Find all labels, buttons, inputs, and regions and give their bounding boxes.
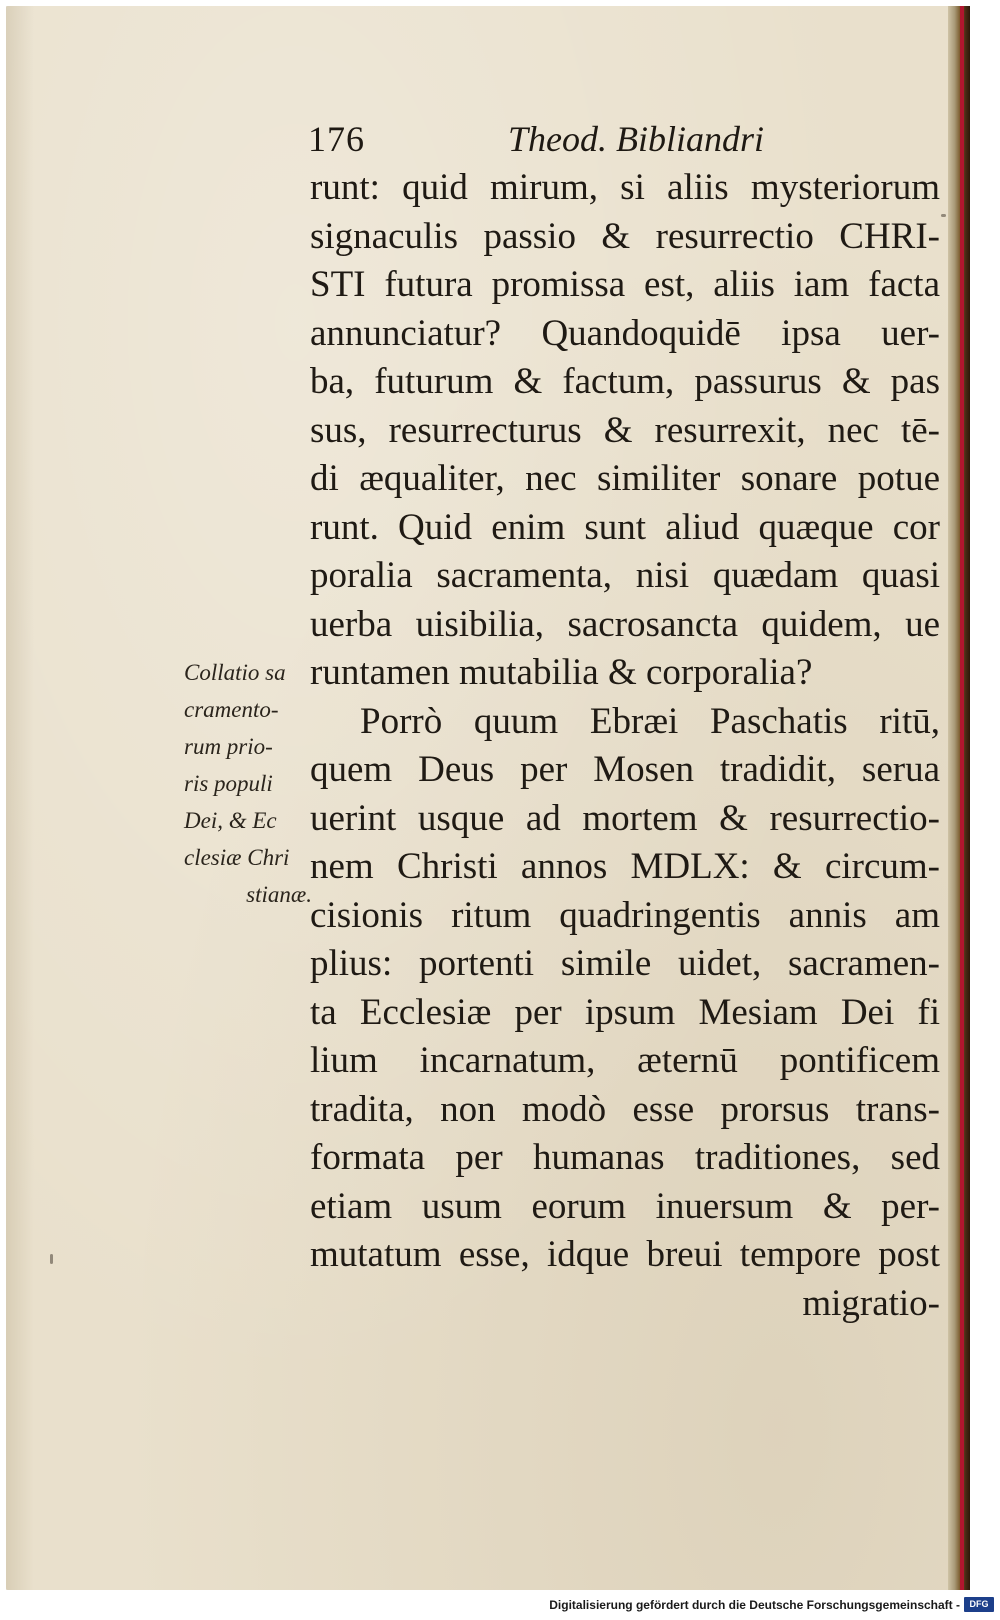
text-line: lium incarnatum, æternū pontificem [310,1040,940,1081]
book-page [6,6,970,1590]
text-line: STI futura promissa est, aliis iam facta [310,264,940,305]
gutter-shadow [6,6,34,1590]
dfg-logo: DFG [964,1597,994,1612]
text-line: formata per humanas traditiones, sed [310,1137,940,1178]
running-head [308,118,928,168]
page-edge [948,6,970,1590]
footer [0,1596,1000,1620]
text-line: sus, resurrecturus & resurrexit, nec tē- [310,409,940,451]
page-number: 176 [308,119,365,159]
text-line: nem Christi annos MDLX: & circum- [310,846,940,887]
text-line: runtamen mutabilia & corporalia? [310,652,813,693]
footer-credit: Digitalisierung gefördert durch die Deutsche Forschungsgemeinschaft - [549,1598,960,1612]
text-line: runt: quid mirum, si aliis mysteriorum [310,167,940,208]
margin-note-line: rum prio- [184,734,273,759]
margin-note [184,654,312,913]
text-line: mutatum esse, idque breui tempore post [310,1234,940,1275]
red-edge-strip [960,6,964,1590]
text-line: plius: portenti simile uidet, sacramen- [310,943,940,984]
text-line: ba, futurum & factum, passurus & pas [310,361,940,402]
text-line: poralia sacramenta, nisi quædam quasi [310,555,940,596]
paper-speck [941,214,946,217]
main-text-block [310,164,940,1328]
margin-note-line: stianæ. [246,882,312,907]
text-line: di æqualiter, nec similiter sonare potue [310,458,940,499]
margin-note-line: clesiæ Chri [184,845,290,870]
text-line: quem Deus per Mosen tradidit, serua [310,749,940,790]
text-line: cisionis ritum quadringentis annis am [310,894,940,936]
text-line: etiam usum eorum inuersum & per- [310,1185,940,1227]
text-line: Porrò quum Ebræi Paschatis ritū, [360,700,940,742]
catchword: migratio- [802,1282,940,1324]
margin-note-line: Collatio sa [184,660,286,685]
running-title: Theod. Bibliandri [508,119,765,159]
paper-speck [50,1254,53,1264]
text-line: tradita, non modò esse prorsus trans- [310,1088,940,1130]
text-line: uerint usque ad mortem & resurrectio- [310,797,940,839]
text-line: annunciatur? Quandoquidē ipsa uer- [310,312,940,354]
text-line: runt. Quid enim sunt aliud quæque cor [310,506,940,548]
text-line: signaculis passio & resurrectio CHRI- [310,215,940,257]
text-line: ta Ecclesiæ per ipsum Mesiam Dei fi [310,991,940,1033]
margin-note-line: cramento- [184,697,279,722]
margin-note-line: Dei, & Ec [184,808,277,833]
margin-note-line: ris populi [184,771,273,796]
text-line: uerba uisibilia, sacrosancta quidem, ue [310,603,940,645]
